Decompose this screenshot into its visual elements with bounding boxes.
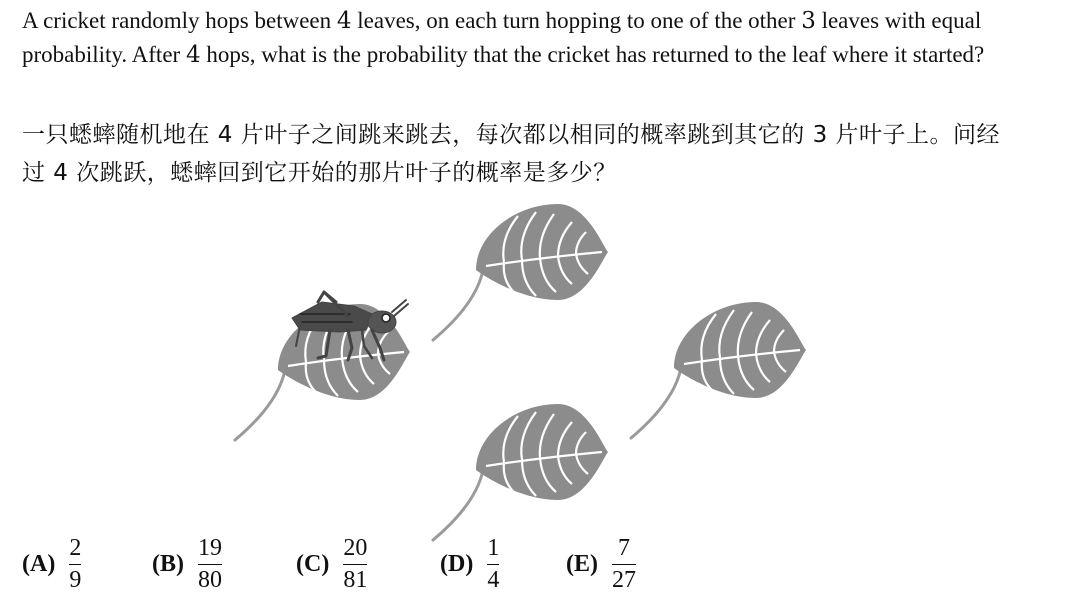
other-leaves-number: 3: [801, 8, 816, 34]
leaf-bottom: [433, 404, 608, 540]
leaf-count-number: 4: [336, 8, 352, 34]
choice-fraction: [343, 535, 367, 594]
fraction-numerator: 2: [69, 534, 82, 561]
problem-en-part: hops, what is the probability that the cricket has returned to the leaf where it started?: [200, 42, 985, 67]
choice-fraction: [198, 535, 222, 594]
fraction-denominator: 4: [487, 567, 500, 594]
choice-fraction: [487, 535, 499, 594]
choice-a[interactable]: [22, 532, 81, 596]
fraction-denominator: 80: [198, 567, 222, 594]
fraction-bar: [198, 564, 222, 566]
choice-d[interactable]: [440, 532, 499, 596]
choice-fraction: [612, 535, 636, 594]
choice-label: (A): [22, 550, 56, 577]
problem-zh-line: 过 4 次跳跃，蟋蟀回到它开始的那片叶子的概率是多少？: [22, 160, 617, 186]
problem-zh-line: 一只蟋蟀随机地在 4 片叶子之间跳来跳去，每次都以相同的概率跳到其它的 3 片叶子上。问经: [22, 122, 1001, 148]
fraction-numerator: 7: [618, 534, 630, 561]
fraction-numerator: 19: [198, 534, 222, 561]
problem-en-part: A cricket randomly hops between: [22, 8, 337, 33]
choice-label: (C): [296, 550, 330, 577]
problem-en-part: leaves, on each turn hopping to one of the other: [351, 8, 802, 33]
leaf-top: [433, 204, 608, 340]
fraction-denominator: 9: [69, 567, 82, 594]
fraction-numerator: 20: [343, 534, 368, 561]
choice-e[interactable]: [566, 532, 636, 596]
problem-en-part: leaves with equal probability. After: [22, 8, 982, 67]
choice-label: (E): [566, 550, 598, 577]
fraction-numerator: 1: [487, 534, 500, 561]
fraction-bar: [612, 564, 636, 566]
fraction-denominator: 81: [343, 567, 368, 594]
hop-count-number: 4: [185, 42, 201, 68]
fraction-denominator: 27: [612, 567, 636, 594]
fraction-bar: [69, 564, 81, 566]
choice-fraction: [69, 535, 81, 594]
fraction-bar: [343, 564, 367, 566]
fraction-bar: [487, 564, 499, 566]
choice-label: (B): [152, 550, 184, 577]
choice-label: (D): [440, 550, 474, 577]
leaf-right: [631, 302, 806, 438]
choice-c[interactable]: [296, 532, 367, 596]
choice-b[interactable]: [152, 532, 222, 596]
